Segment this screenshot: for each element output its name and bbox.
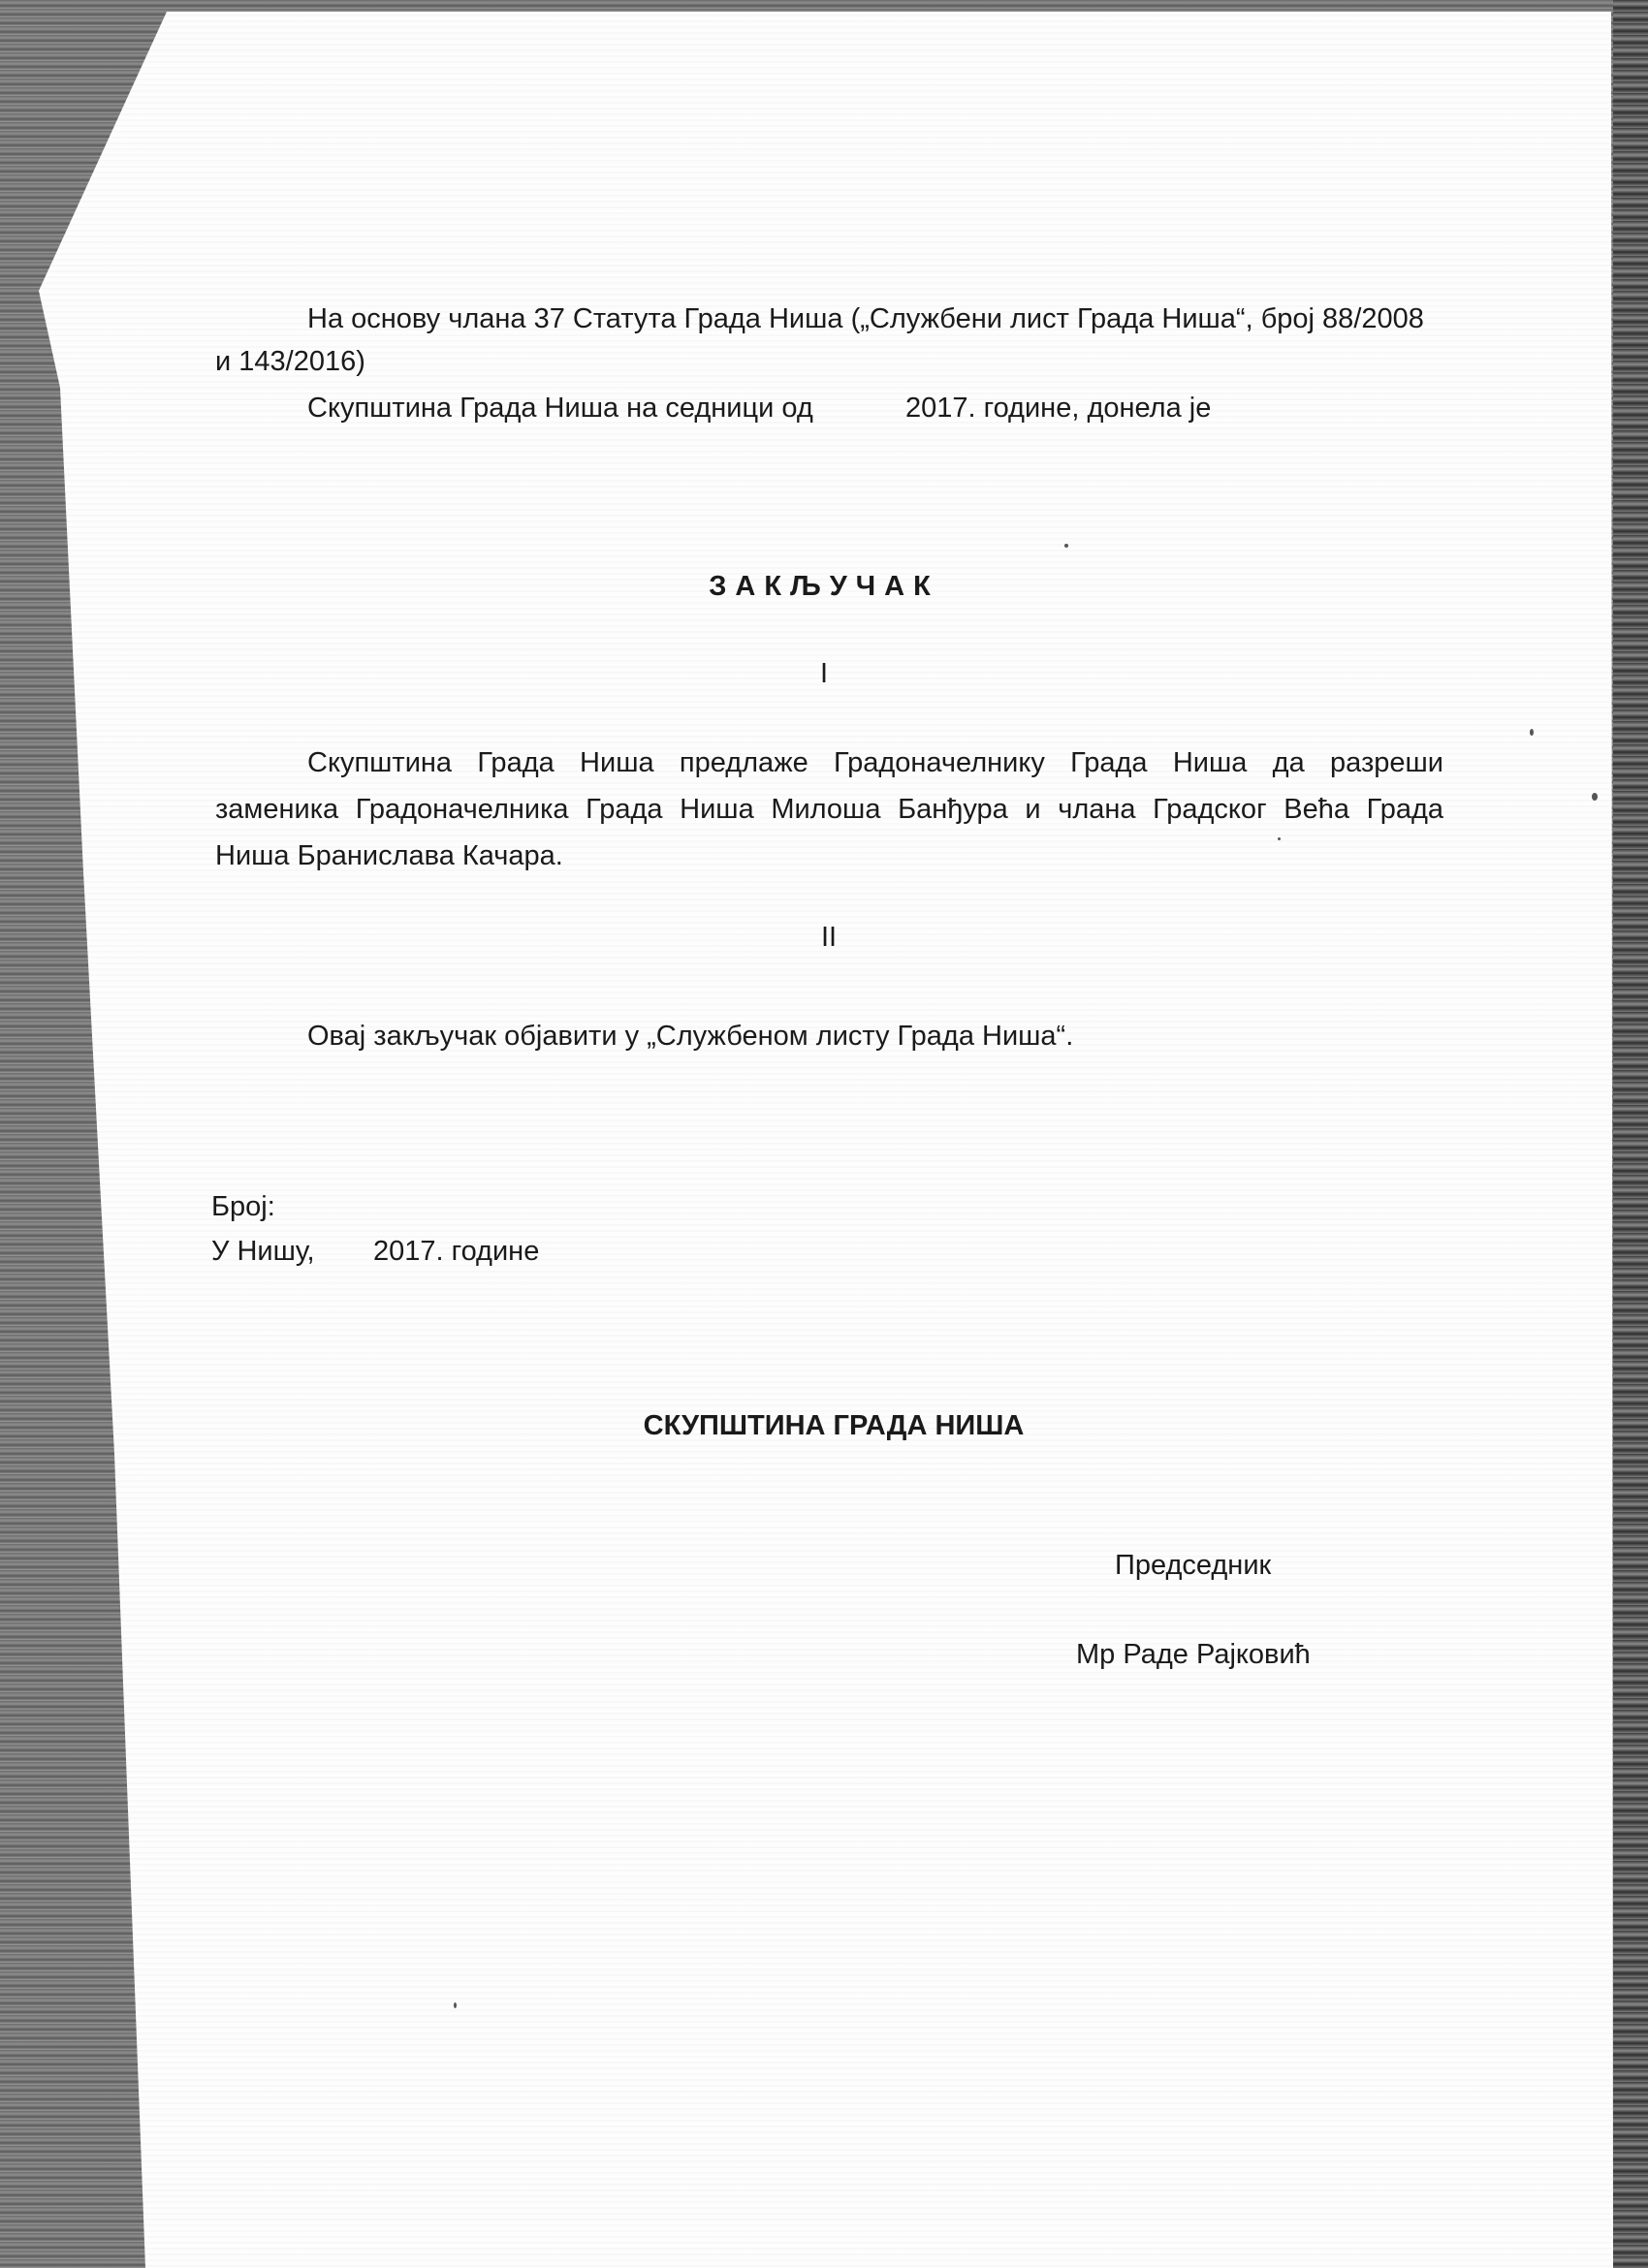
section-1-line-1: Скупштина Града Ниша предлаже Градоначелнику Града Ниша да разреши <box>307 747 1443 778</box>
section-1-line-2: заменика Градоначелника Града Ниша Милоша Банђура и члана Градског Већа Града <box>215 794 1443 825</box>
authority-name: СКУПШТИНА ГРАДА НИША <box>643 1410 1025 1441</box>
signature-name: Мр Раде Рајковић <box>1076 1639 1311 1670</box>
scan-speck <box>454 2002 457 2008</box>
section-2-numeral: II <box>820 922 838 953</box>
section-2-line-1: Овај закључак објавити у „Службеном листу Града Ниша“. <box>307 1021 1074 1052</box>
signature-role: Председник <box>1115 1550 1272 1581</box>
scanner-edge <box>1613 0 1648 2268</box>
scan-speck <box>1592 793 1598 801</box>
scan-speck <box>1530 729 1534 736</box>
place-label: У Нишу, <box>211 1236 315 1267</box>
section-1-line-3: Ниша Бранислава Качара. <box>215 840 563 871</box>
scan-speck <box>1064 544 1068 548</box>
number-label: Број: <box>211 1191 275 1222</box>
section-1-numeral: I <box>819 658 829 689</box>
intro-line-1: На основу члана 37 Статута Града Ниша („Службени лист Града Ниша“, број 88/2008 <box>307 303 1424 334</box>
document-title: ЗАКЉУЧАК <box>709 571 939 602</box>
date-label: 2017. године <box>373 1236 540 1267</box>
scan-speck <box>1278 837 1281 840</box>
intro-line-2: и 143/2016) <box>215 346 365 377</box>
intro-line-3-end: 2017. године, донела је <box>905 393 1212 424</box>
intro-line-3-start: Скупштина Града Ниша на седници од <box>307 393 813 424</box>
